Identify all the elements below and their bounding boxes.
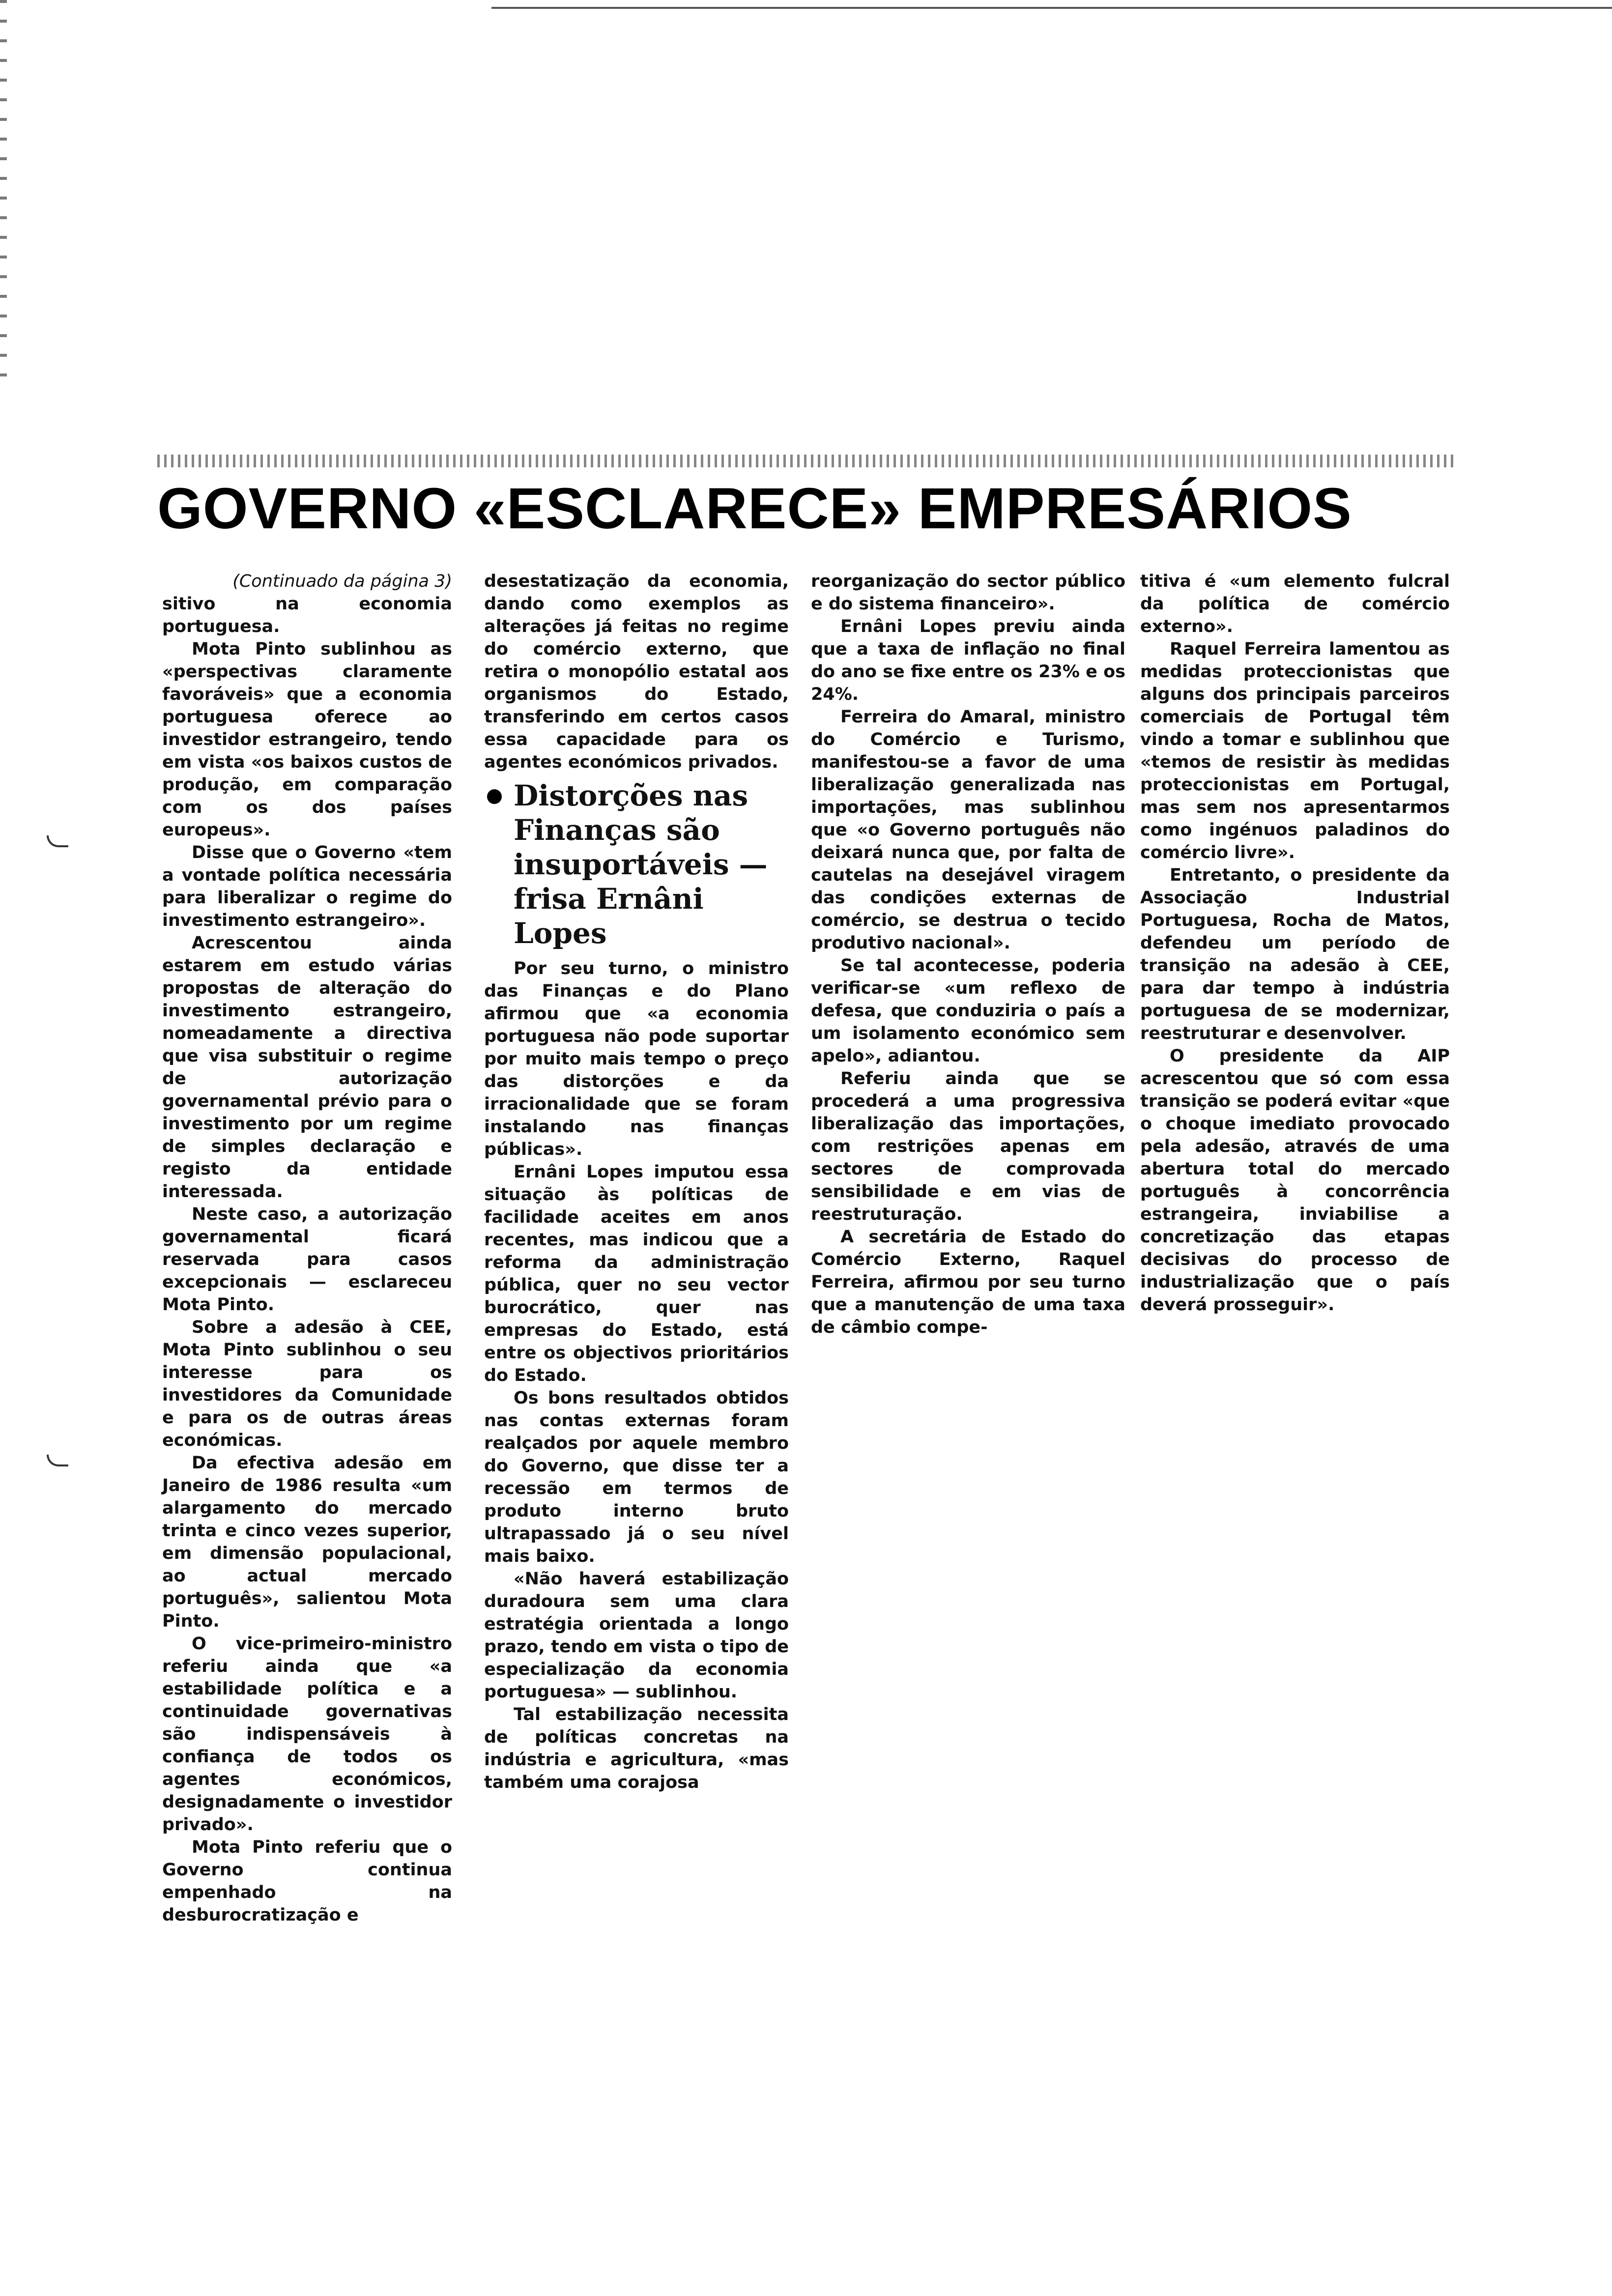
- paragraph: Referiu ainda que se procederá a uma progressiva liberalização das importações, com restrições apenas em sectores de comprovada sensibilidade e em vias de reestruturação.: [811, 1069, 1125, 1224]
- headline: GOVERNO «ESCLARECE» EMPRESÁRIOS: [157, 476, 1352, 541]
- subheading: [484, 778, 789, 950]
- scan-edge-marks: [0, 0, 7, 393]
- paragraph: Neste caso, a autorização governamental ficará reservada para casos excepcionais — esclareceu Mota Pinto.: [162, 1205, 452, 1315]
- paragraph: Sobre a adesão à CEE, Mota Pinto sublinhou o seu interesse para os investidores da Comunidade e para os de outras áreas económicas.: [162, 1318, 452, 1450]
- paragraph: Mota Pinto sublinhou as «perspectivas claramente favoráveis» que a economia portuguesa oferece ao investidor estrangeiro, tendo em vista «os baixos custos de produção, em comparação com os dos países europeus».: [162, 639, 452, 840]
- paragraph: Mota Pinto referiu que o Governo continua empenhado na desburocratização e: [162, 1837, 452, 1925]
- bullet-icon: [487, 789, 502, 804]
- scan-top-rule: [491, 7, 1612, 9]
- paragraph: Entretanto, o presidente da Associação Industrial Portuguesa, Rocha de Matos, defendeu um período de transição na adesão à CEE, para dar tempo à indústria portuguesa de se modernizar, reestruturar e desenvolver.: [1140, 865, 1450, 1043]
- paragraph: desestatização da economia, dando como exemplos as alterações já feitas no regime do comércio externo, que retira o monopólio estatal aos organismos do Estado, transferindo em certos casos essa capacidade para os agentes económicos privados.: [484, 572, 789, 772]
- paragraph: O vice-primeiro-ministro referiu ainda que «a estabilidade política e a continuidade governativas são indispensáveis à confiança de todos os agentes económicos, designadamente o investidor privado».: [162, 1634, 452, 1835]
- paragraph: Tal estabilização necessita de políticas concretas na indústria e agricultura, «mas também uma corajosa: [484, 1705, 789, 1792]
- paragraph: O presidente da AIP acrescentou que só com essa transição se poderá evitar «que o choque imediato provocado pela adesão, através de uma abertura total do mercado português à concorrência estrangeira, inviabilise a concretização das etapas decisivas do processo de industrialização que o país deverá prosseguir».: [1140, 1046, 1450, 1315]
- article-column-2: [484, 570, 789, 1794]
- article-column-3: [811, 570, 1125, 1339]
- paragraph: Ferreira do Amaral, ministro do Comércio e Turismo, manifestou-se a favor de uma liberalização generalizada nas importações, mas sublinhou que «o Governo português não deixará nunca que, por falta de cautelas na desejável viragem das condições externas de comércio, se destrua o tecido produtivo nacional».: [811, 707, 1125, 953]
- paragraph: titiva é «um elemento fulcral da política de comércio externo».: [1140, 572, 1450, 636]
- scan-mark: [47, 1455, 68, 1466]
- paragraph: Ernâni Lopes imputou essa situação às políticas de facilidade aceites em anos recentes, mas indicou que a reforma da administração pública, quer no seu vector burocrático, quer nas empresas do Estado, está entre os objectivos prioritários do Estado.: [484, 1162, 789, 1385]
- paragraph: A secretária de Estado do Comércio Externo, Raquel Ferreira, afirmou por seu turno que a manutenção de uma taxa de câmbio compe-: [811, 1227, 1125, 1337]
- article-column-1: [162, 570, 452, 1926]
- paragraph: Por seu turno, o ministro das Finanças e do Plano afirmou que «a economia portuguesa não pode suportar por muito mais tempo o preço das distorções e da irracionalidade que se foram instalando nas finanças públicas».: [484, 959, 789, 1159]
- paragraph: Ernâni Lopes previu ainda que a taxa de inflação no final do ano se fixe entre os 23% e os 24%.: [811, 617, 1125, 704]
- paragraph: Raquel Ferreira lamentou as medidas proteccionistas que alguns dos principais parceiros comerciais de Portugal têm vindo a tomar e sublinhou que «temos de resistir às medidas proteccionistas em Portugal, mas sem nos apresentarmos como ingénuos paladinos do comércio livre».: [1140, 639, 1450, 862]
- paragraph: Os bons resultados obtidos nas contas externas foram realçados por aquele membro do Governo, que disse ter a recessão em termos de produto interno bruto ultrapassado já o seu nível mais baixo.: [484, 1388, 789, 1566]
- paragraph: Se tal acontecesse, poderia verificar-se «um reflexo de defesa, que conduziria o país a um isolamento económico sem apelo», adiantou.: [811, 956, 1125, 1066]
- paragraph: Disse que o Governo «tem a vontade política necessária para liberalizar o regime do investimento estrangeiro».: [162, 843, 452, 930]
- subheading-text: Distorções nas Finanças são insuportáveis — frisa Ernâni Lopes: [514, 779, 768, 950]
- paragraph: «Não haverá estabilização duradoura sem uma clara estratégia orientada a longo prazo, tendo em vista o tipo de especialização da economia portuguesa» — sublinhou.: [484, 1569, 789, 1702]
- continuation-note: (Continuado da página 3): [232, 572, 452, 591]
- article-column-4: [1140, 570, 1450, 1316]
- clipping-torn-edge: [157, 455, 1455, 467]
- scan-mark: [47, 835, 68, 847]
- paragraph: sitivo na economia portuguesa.: [162, 594, 452, 636]
- paragraph: reorganização do sector público e do sistema financeiro».: [811, 572, 1125, 614]
- paragraph: Da efectiva adesão em Janeiro de 1986 resulta «um alargamento do mercado trinta e cinco vezes superior, em dimensão populacional, ao actual mercado português», salientou Mota Pinto.: [162, 1453, 452, 1631]
- paragraph: Acrescentou ainda estarem em estudo várias propostas de alteração do investimento estrangeiro, nomeadamente a directiva que visa substituir o regime de autorização governamental prévio para o investimento por um regime de simples declaração e registo da entidade interessada.: [162, 933, 452, 1202]
